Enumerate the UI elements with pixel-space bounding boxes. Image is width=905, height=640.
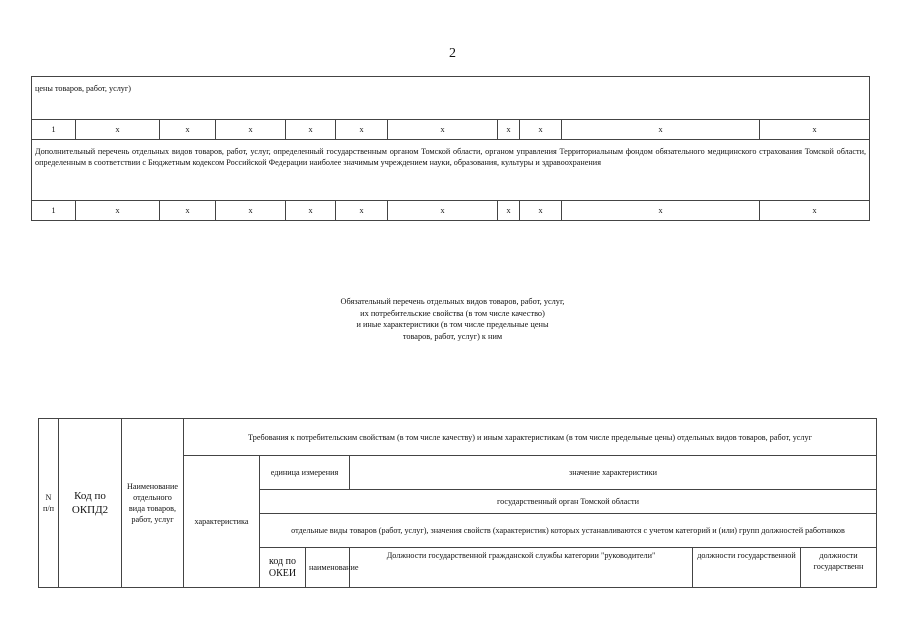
x-cell: x [562,201,760,221]
x-cell: x [76,201,160,221]
additional-list-text: Дополнительный перечень отдельных видов товаров, работ, услуг, определенный государственным органом Томской области, органом управления Территориальным фондом обязательного медицинского страхования Томской области, определенным в соответствии с Бюджетным кодексом Российской Федерации наиболее значимым учреждением науки, образования, культуры и здравоохранения [32,140,870,201]
table-row [32,201,870,221]
title-line: и иные характеристики (в том числе предельные цены [356,320,549,329]
title-line: товаров, работ, услуг) к ним [402,331,503,341]
x-cell: x [760,120,870,140]
okei-code-header: код по ОКЕИ [260,548,306,588]
x-cell: x [760,201,870,221]
positions-state-header: должности государственной [693,548,801,588]
positions-state-header-2: должности государственн [801,548,877,588]
categories-note: отдельные виды товаров (работ, услуг), значения свойств (характеристик) которых устанавливаются с учетом категорий и (или) групп должностей работников [260,514,877,548]
top-table [31,76,870,221]
value-header: значение характеристики [350,456,877,490]
unit-header: единица измерения [260,456,350,490]
x-cell: x [562,120,760,140]
title-line: их потребительские свойства (в том числе качество) [360,308,545,318]
col-okpd-header: Код по ОКПД2 [59,419,122,588]
x-cell: x [160,201,216,221]
page-number: 2 [449,46,456,61]
list-title [0,296,905,342]
x-cell: x [216,201,286,221]
x-cell: x [498,201,520,221]
x-cell: x [336,201,388,221]
x-cell: x [388,201,498,221]
x-cell: x [286,120,336,140]
x-cell: x [498,120,520,140]
table-row [32,120,870,140]
requirements-header: Требования к потребительским свойствам (в том числе качеству) и иным характеристикам (в том числе предельные цены) отдельных видов товаров, работ, услуг [184,419,877,456]
characteristic-header: характеристика [184,456,260,588]
unit-name-header: наименование [306,548,350,588]
x-cell: x [76,120,160,140]
col-name-header: Наименование отдельного вида товаров, работ, услуг [122,419,184,588]
x-cell: x [520,120,562,140]
title-line: Обязательный перечень отдельных видов товаров, работ, услуг, [340,297,565,306]
x-cell: x [520,201,562,221]
row-number: 1 [32,120,76,140]
price-row-text: цены товаров, работ, услуг) [32,77,870,120]
requirements-table [38,418,877,588]
x-cell: x [286,201,336,221]
organ-header: государственный орган Томской области [260,490,877,514]
x-cell: x [216,120,286,140]
col-number-header: N п/п [39,419,59,588]
row-number: 1 [32,201,76,221]
x-cell: x [160,120,216,140]
x-cell: x [336,120,388,140]
leaders-header: Должности государственной гражданской службы категории "руководители" [350,548,693,588]
x-cell: x [388,120,498,140]
